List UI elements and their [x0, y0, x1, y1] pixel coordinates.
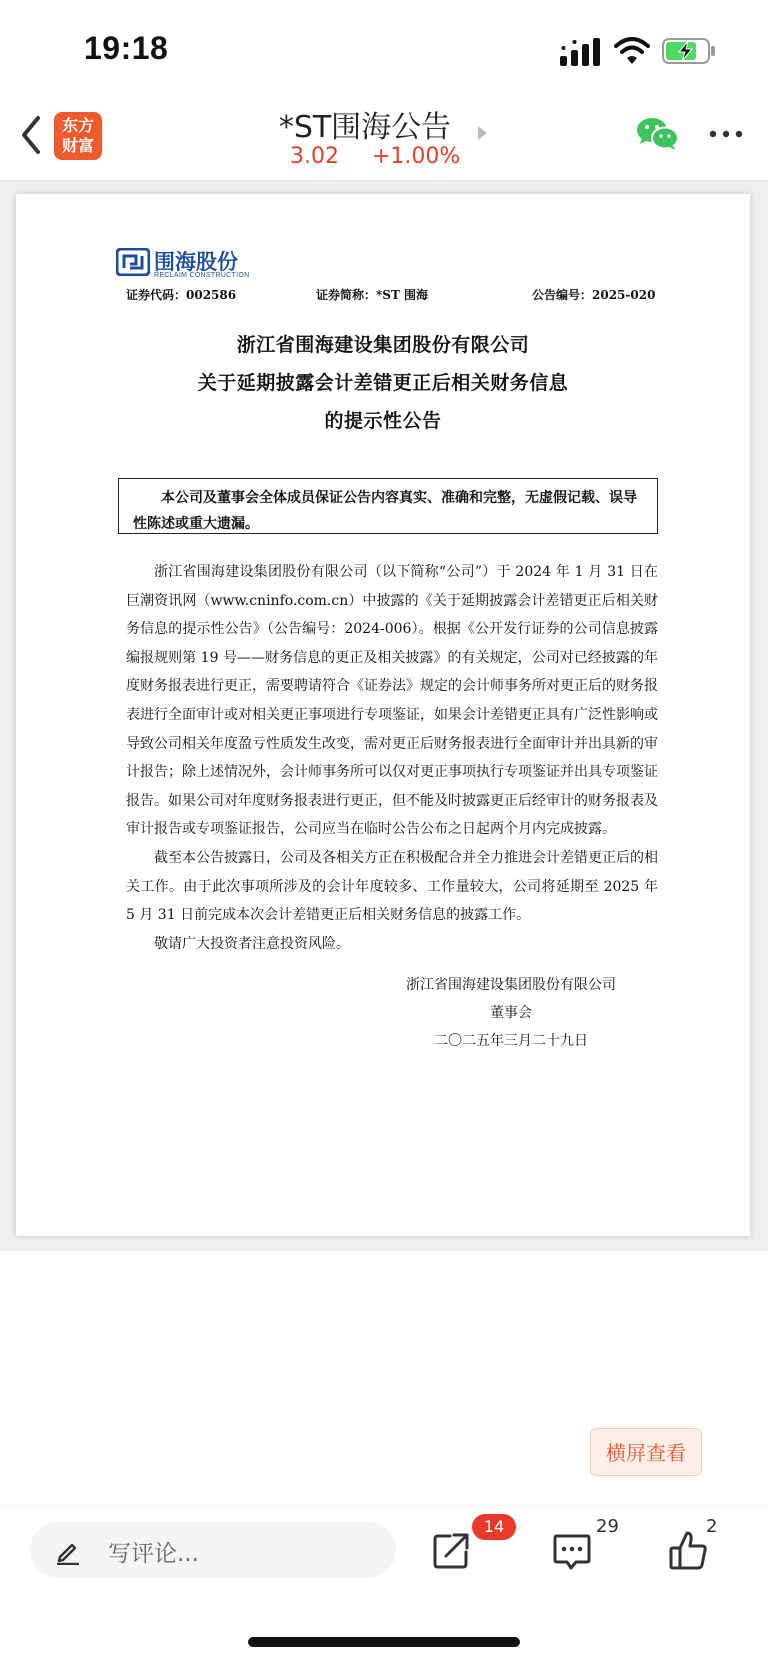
- back-chevron-icon[interactable]: [18, 114, 44, 156]
- pen-icon: [54, 1537, 82, 1565]
- doc-title-line2: 关于延期披露会计差错更正后相关财务信息: [197, 372, 569, 394]
- stock-code: 证券代码：002586: [126, 288, 237, 302]
- doc-title-line1: 浙江省围海建设集团股份有限公司: [236, 334, 530, 356]
- signature-company: 浙江省围海建设集团股份有限公司: [406, 977, 616, 993]
- status-time: 19:18: [84, 30, 169, 66]
- status-bar: [0, 0, 768, 96]
- share-icon[interactable]: [432, 1530, 472, 1570]
- logo-line2: 财富: [61, 136, 94, 155]
- page-title[interactable]: *ST围海公告: [278, 110, 452, 145]
- title-arrow-icon: [478, 126, 487, 140]
- cellular-signal-icon: [560, 38, 602, 66]
- signature-date: 二〇二五年三月二十九日: [434, 1033, 588, 1049]
- company-logo-subtext: RECLAIM CONSTRUCTION: [154, 272, 250, 279]
- landscape-view-button[interactable]: 横屏查看: [590, 1428, 702, 1476]
- like-count: 2: [706, 1516, 718, 1537]
- notice-number: 公告编号：2025-020: [532, 288, 656, 302]
- board-statement-box: 本公司及董事会全体成员保证公告内容真实、准确和完整，无虚假记载、误导性陈述或重大遗漏。: [118, 478, 658, 534]
- bottom-action-bar: [0, 1505, 768, 1664]
- doc-paragraph: 敬请广大投资者注意投资风险。: [154, 935, 350, 952]
- battery-charging-icon: [662, 38, 716, 64]
- stock-price: 3.02: [290, 144, 339, 169]
- stock-change: +1.00%: [371, 144, 461, 169]
- signature-board: 董事会: [490, 1005, 532, 1021]
- stock-short-name: 证券简称：*ST 围海: [316, 288, 429, 302]
- app-logo[interactable]: [54, 112, 102, 160]
- price-info: [290, 144, 460, 169]
- doc-body: [126, 558, 658, 958]
- home-indicator[interactable]: [248, 1637, 520, 1647]
- nav-bar: [0, 96, 768, 181]
- wechat-icon[interactable]: [636, 116, 680, 152]
- company-logo-text: 围海股份: [154, 250, 238, 274]
- logo-line1: 东方: [61, 116, 94, 135]
- share-count-badge: 14: [472, 1514, 516, 1540]
- doc-paragraph: 浙江省围海建设集团股份有限公司（以下简称“公司”）于 2024 年 1 月 31 日在巨潮资讯网（www.cninfo.com.cn）中披露的《关于延期披露会计差错更正后相关财务信息的提示性公告》（公告编号：2024-006）。根据《公开发行证券的公司信息披露编报规则第 19 号——财务信息的更正及相关披露》的有关规定，公司对已经披露的年度财务报表进行更正，需要聘请符合《证券法》规定的会计师事务所对更正后的财务报表进行全面审计或对相关更正事项进行专项鉴证，如果会计差错更正具有广泛性影响或导致公司相关年度盈亏性质发生改变，需对更正后财务报表进行全面审计并出具新的审计报告；除上述情况外，会计师事务所可以仅对更正事项执行专项鉴证并出具专项鉴证报告。如果公司对年度财务报表进行更正，但不能及时披露更正后经审计的财务报表及审计报告或专项鉴证报告，公司应当在临时公告公布之日起两个月内完成披露。: [126, 564, 658, 838]
- wifi-icon: [614, 36, 650, 66]
- comment-placeholder: 写评论...: [108, 1541, 199, 1567]
- comment-input[interactable]: [30, 1522, 396, 1578]
- thumbs-up-icon[interactable]: [668, 1530, 708, 1572]
- doc-title-line3: 的提示性公告: [324, 410, 442, 432]
- comments-icon[interactable]: [552, 1532, 592, 1572]
- comment-count: 29: [596, 1516, 619, 1537]
- more-options-icon[interactable]: [708, 128, 744, 140]
- announcement-page: [16, 194, 750, 1236]
- doc-paragraph: 截至本公告披露日，公司及各相关方正在积极配合并全力推进会计差错更正后的相关工作。由于此次事项所涉及的会计年度较多、工作量较大，公司将延期至 2025 年 5 月 31 日前完成本次会计差错更正后相关财务信息的披露工作。: [126, 849, 658, 924]
- company-logo-mark-icon: [116, 248, 150, 276]
